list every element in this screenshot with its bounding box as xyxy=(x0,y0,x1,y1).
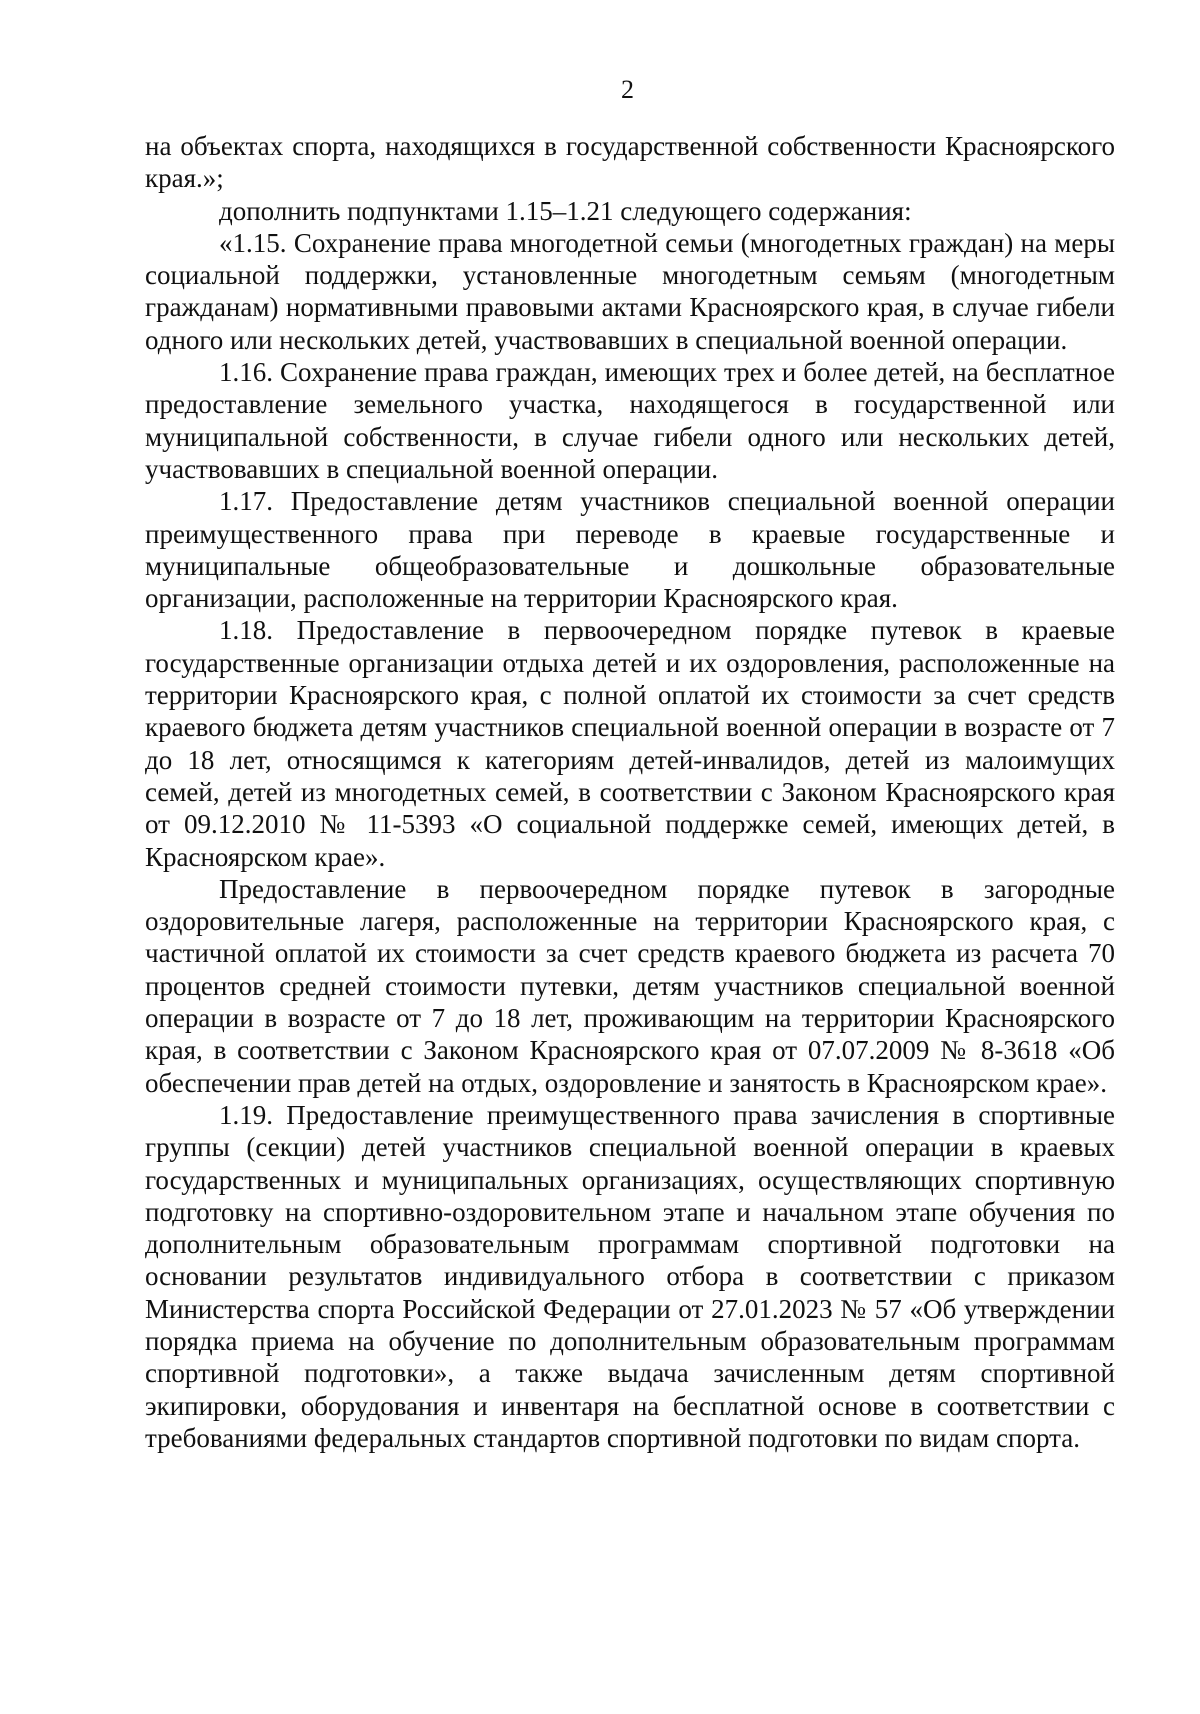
paragraph-1-18-continued: Предоставление в первоочередном порядке путевок в загородные оздоровительные лагеря, расположенные на территории Красноярского края, с частичной оплатой их стоимости за счет средств краевого бюджета из расчета 70 процентов средней стоимости путевки, детям участников специальной военной операции в возрасте от 7 до 18 лет, проживающим на территории Красноярского края, в соответствии с Законом Красноярского края от 07.07.2009 № 8-3618 «Об обеспечении прав детей на отдых, оздоровление и занятость в Красноярском крае». xyxy=(145,873,1115,1098)
paragraph-1-15: «1.15. Сохранение права многодетной семьи (многодетных граждан) на меры социальной поддержки, установленные многодетным семьям (многодетным гражданам) нормативными правовыми актами Красноярского края, в случае гибели одного или нескольких детей, участвовавших в специальной военной операции. xyxy=(145,227,1115,355)
paragraph-1-18: 1.18. Предоставление в первоочередном порядке путевок в краевые государственные организации отдыха детей и их оздоровления, расположенные на территории Красноярского края, с полной оплатой их стоимости за счет средств краевого бюджета детям участников специальной военной операции в возрасте от 7 до 18 лет, относящимся к категориям детей-инвалидов, детей из малоимущих семей, детей из многодетных семей, в соответствии с Законом Красноярского края от 09.12.2010 № 11-5393 «О социальной поддержке семей, имеющих детей, в Красноярском крае». xyxy=(145,615,1115,872)
paragraph-amendment-intro: дополнить подпунктами 1.15–1.21 следующего содержания: xyxy=(219,195,912,226)
paragraph-1-17: 1.17. Предоставление детям участников специальной военной операции преимущественного права при переводе в краевые государственные и муниципальные общеобразовательные и дошкольные образовательные организации, расположенные на территории Красноярского края. xyxy=(145,486,1115,614)
document-body xyxy=(145,130,1115,1454)
paragraph-continuation: на объектах спорта, находящихся в государственной собственности Красноярского края.»; xyxy=(145,131,1115,194)
page-number: 2 xyxy=(621,75,634,104)
paragraph-1-16: 1.16. Сохранение права граждан, имеющих трех и более детей, на бесплатное предоставление земельного участка, находящегося в государственной или муниципальной собственности, в случае гибели одного или нескольких детей, участвовавших в специальной военной операции. xyxy=(145,357,1115,484)
paragraph-1-19: 1.19. Предоставление преимущественного права зачисления в спортивные группы (секции) детей участников специальной военной операции в краевых государственных и муниципальных организациях, осуществляющих спортивную подготовку на спортивно-оздоровительном этапе и начальном этапе обучения по дополнительным образовательным программам спортивной подготовки на основании результатов индивидуального отбора в соответствии с приказом Министерства спорта Российской Федерации от 27.01.2023 № 57 «Об утверждении порядка приема на обучение по дополнительным образовательным программам спортивной подготовки», а также выдача зачисленным детям спортивной экипировки, оборудования и инвентаря на бесплатной основе в соответствии с требованиями федеральных стандартов спортивной подготовки по видам спорта. xyxy=(145,1099,1115,1453)
